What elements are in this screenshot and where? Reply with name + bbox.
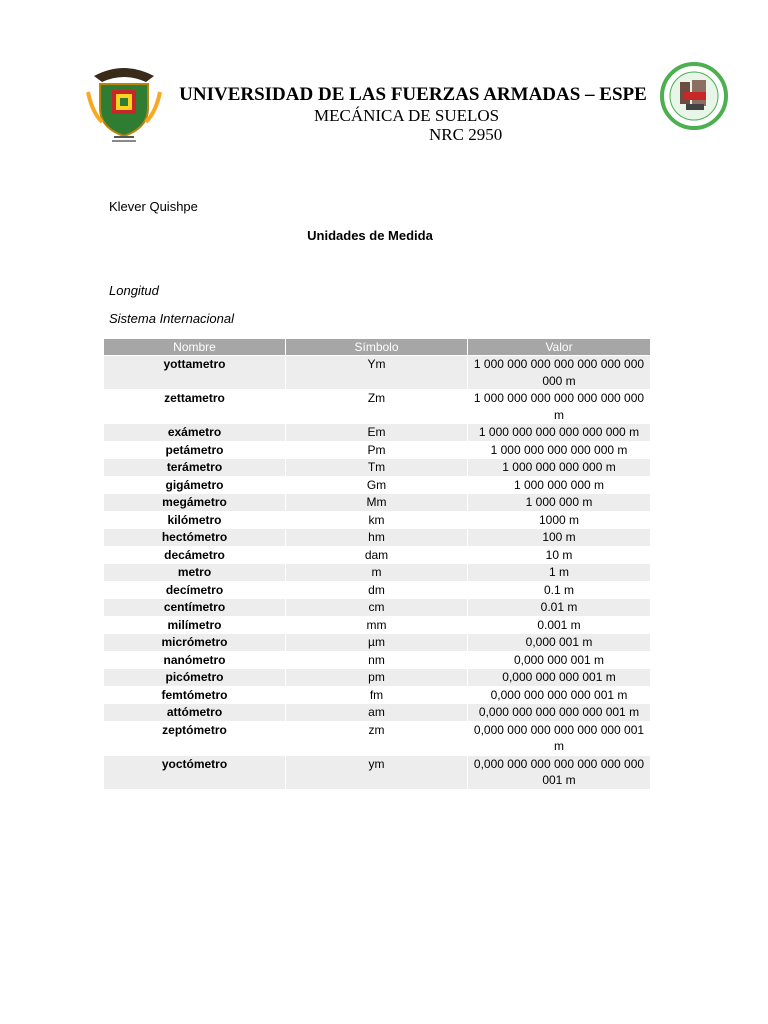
unit-value-cell: 1 000 000 000 000 m xyxy=(468,459,651,477)
unit-value-cell: 0.01 m xyxy=(468,599,651,617)
table-row xyxy=(104,616,651,634)
unit-symbol-cell: mm xyxy=(286,616,468,634)
unit-symbol-cell: ym xyxy=(286,755,468,789)
header-value: Valor xyxy=(468,339,651,356)
unit-name-cell: zeptómetro xyxy=(104,721,286,755)
unit-name-cell: megámetro xyxy=(104,494,286,512)
unit-name-cell: picómetro xyxy=(104,669,286,687)
unit-name-cell: milímetro xyxy=(104,616,286,634)
unit-name-cell: decámetro xyxy=(104,546,286,564)
table-row xyxy=(104,511,651,529)
unit-value-cell: 1 000 000 m xyxy=(468,494,651,512)
table-row xyxy=(104,424,651,442)
unit-name-cell: zettametro xyxy=(104,390,286,424)
unit-symbol-cell: Tm xyxy=(286,459,468,477)
header-name: Nombre xyxy=(104,339,286,356)
unit-name-cell: nanómetro xyxy=(104,651,286,669)
table-row xyxy=(104,476,651,494)
unit-symbol-cell: fm xyxy=(286,686,468,704)
table-row xyxy=(104,546,651,564)
unit-value-cell: 1 000 000 000 000 000 000 000 000 m xyxy=(468,356,651,390)
course-name: MECÁNICA DE SUELOS xyxy=(314,106,500,125)
unit-value-cell: 0,000 000 000 000 000 000 000 001 m xyxy=(468,755,651,789)
table-row xyxy=(104,599,651,617)
unit-value-cell: 1 m xyxy=(468,564,651,582)
unit-value-cell: 1 000 000 000 m xyxy=(468,476,651,494)
unit-name-cell: centímetro xyxy=(104,599,286,617)
unit-symbol-cell: nm xyxy=(286,651,468,669)
unit-value-cell: 0,000 000 000 000 001 m xyxy=(468,686,651,704)
section-heading: Longitud xyxy=(109,283,159,298)
unit-value-cell: 0,000 001 m xyxy=(468,634,651,652)
unit-symbol-cell: Zm xyxy=(286,390,468,424)
author-name: Klever Quishpe xyxy=(109,199,198,214)
unit-value-cell: 0.1 m xyxy=(468,581,651,599)
subsection-heading: Sistema Internacional xyxy=(109,311,235,326)
unit-name-cell: exámetro xyxy=(104,424,286,442)
table-row xyxy=(104,755,651,789)
table-row xyxy=(104,634,651,652)
unit-symbol-cell: km xyxy=(286,511,468,529)
unit-value-cell: 100 m xyxy=(468,529,651,547)
unit-name-cell: gigámetro xyxy=(104,476,286,494)
unit-name-cell: yottametro xyxy=(104,356,286,390)
unit-name-cell: kilómetro xyxy=(104,511,286,529)
unit-symbol-cell: Mm xyxy=(286,494,468,512)
unit-value-cell: 0,000 000 000 001 m xyxy=(468,669,651,687)
table-row xyxy=(104,581,651,599)
table-row xyxy=(104,356,651,390)
course-nrc: NRC 2950 xyxy=(429,125,503,144)
unit-symbol-cell: Pm xyxy=(286,441,468,459)
unit-name-cell: micrómetro xyxy=(104,634,286,652)
unit-name-cell: hectómetro xyxy=(104,529,286,547)
unit-value-cell: 10 m xyxy=(468,546,651,564)
unit-name-cell: attómetro xyxy=(104,704,286,722)
units-table xyxy=(103,338,651,790)
unit-symbol-cell: am xyxy=(286,704,468,722)
unit-value-cell: 1 000 000 000 000 000 000 000 m xyxy=(468,390,651,424)
unit-value-cell: 0,000 000 000 000 000 001 m xyxy=(468,704,651,722)
university-name: UNIVERSIDAD DE LAS FUERZAS ARMADAS – ESPE xyxy=(179,84,647,105)
unit-symbol-cell: zm xyxy=(286,721,468,755)
unit-value-cell: 1000 m xyxy=(468,511,651,529)
table-row xyxy=(104,651,651,669)
unit-symbol-cell: hm xyxy=(286,529,468,547)
unit-symbol-cell: m xyxy=(286,564,468,582)
unit-symbol-cell: Em xyxy=(286,424,468,442)
table-row xyxy=(104,529,651,547)
unit-symbol-cell: dm xyxy=(286,581,468,599)
unit-symbol-cell: pm xyxy=(286,669,468,687)
unit-value-cell: 0.001 m xyxy=(468,616,651,634)
unit-symbol-cell: dam xyxy=(286,546,468,564)
unit-value-cell: 1 000 000 000 000 000 000 m xyxy=(468,424,651,442)
table-header-row xyxy=(104,339,651,356)
table-row xyxy=(104,494,651,512)
unit-symbol-cell: Ym xyxy=(286,356,468,390)
table-row xyxy=(104,441,651,459)
unit-value-cell: 1 000 000 000 000 000 m xyxy=(468,441,651,459)
table-row xyxy=(104,669,651,687)
table-row xyxy=(104,459,651,477)
unit-symbol-cell: cm xyxy=(286,599,468,617)
header-symbol: Símbolo xyxy=(286,339,468,356)
unit-name-cell: petámetro xyxy=(104,441,286,459)
table-row xyxy=(104,686,651,704)
unit-value-cell: 0,000 000 000 000 000 000 001 m xyxy=(468,721,651,755)
table-row xyxy=(104,564,651,582)
unit-name-cell: terámetro xyxy=(104,459,286,477)
unit-name-cell: decímetro xyxy=(104,581,286,599)
table-row xyxy=(104,721,651,755)
table-row xyxy=(104,704,651,722)
unit-symbol-cell: Gm xyxy=(286,476,468,494)
unit-name-cell: yoctómetro xyxy=(104,755,286,789)
unit-name-cell: metro xyxy=(104,564,286,582)
table-row xyxy=(104,390,651,424)
unit-symbol-cell: µm xyxy=(286,634,468,652)
document-title: Unidades de Medida xyxy=(307,228,433,243)
unit-value-cell: 0,000 000 001 m xyxy=(468,651,651,669)
unit-name-cell: femtómetro xyxy=(104,686,286,704)
